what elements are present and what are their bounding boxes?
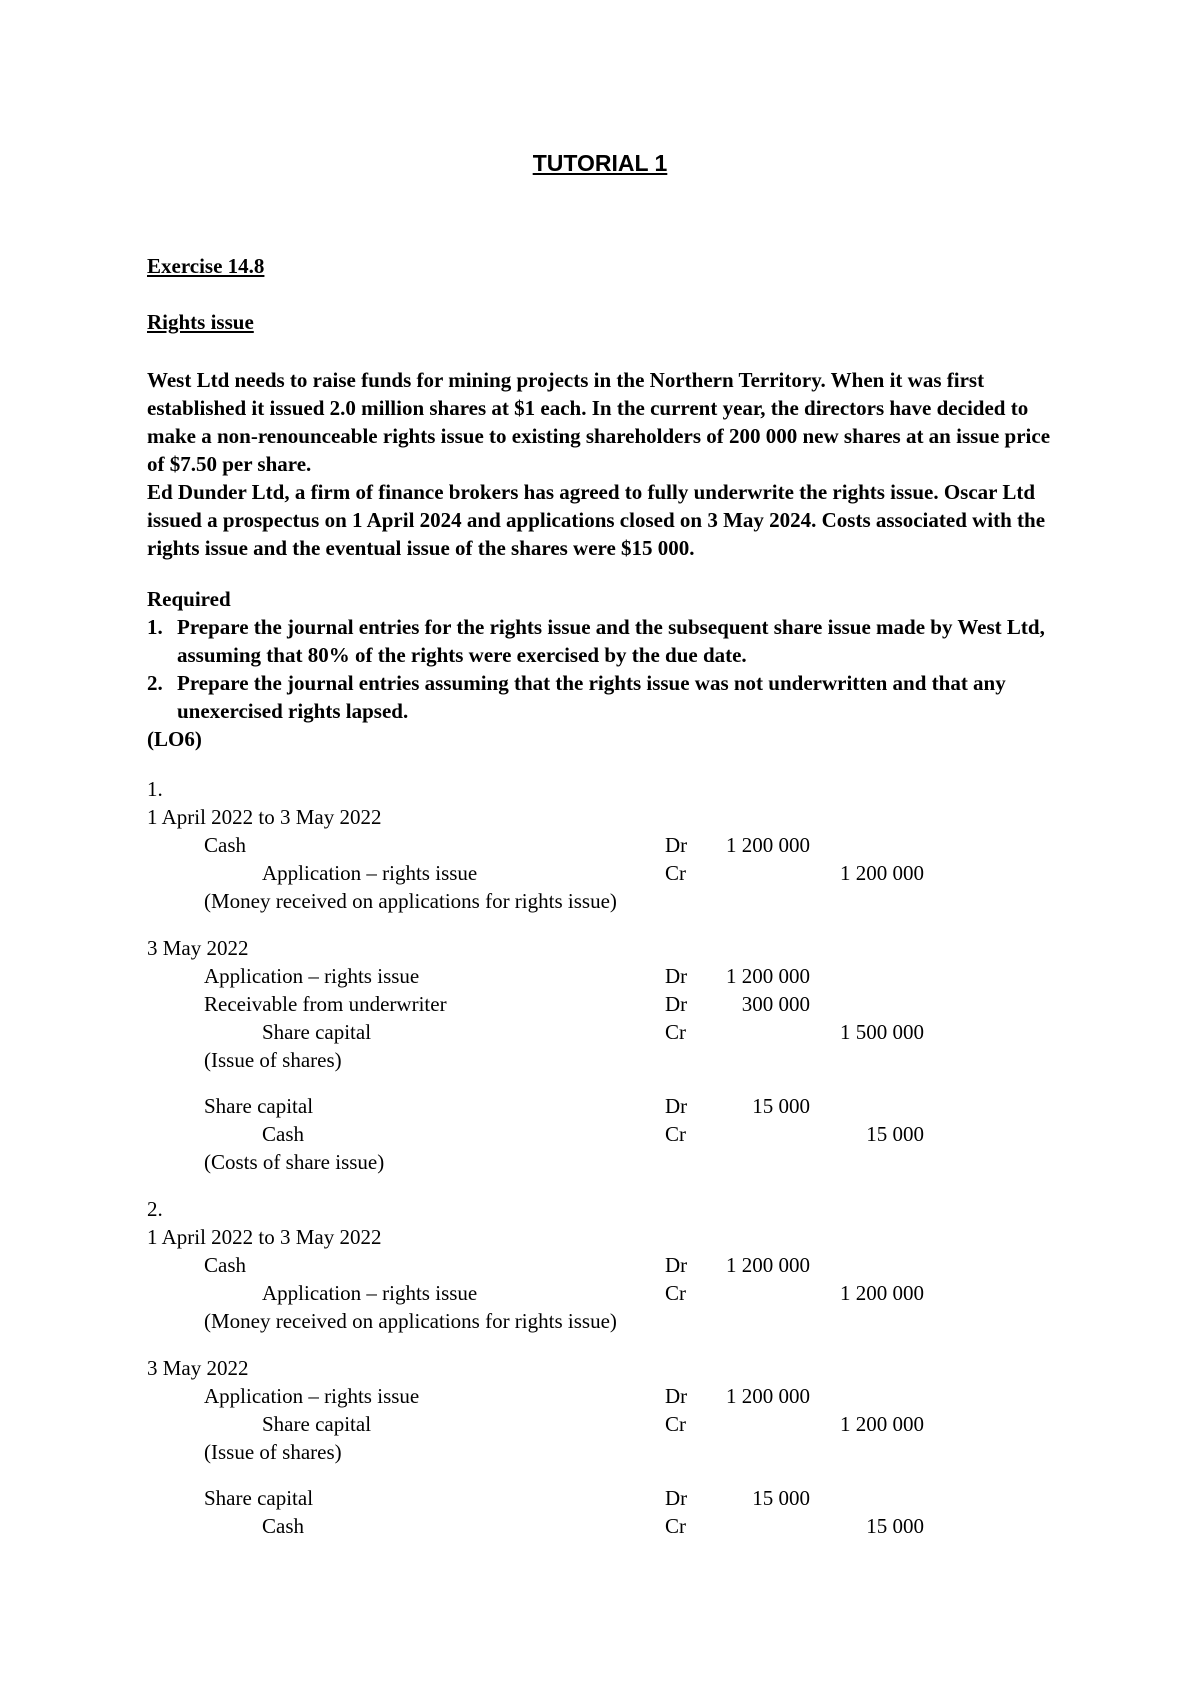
- narration: (Issue of shares): [204, 1440, 342, 1464]
- question-text: [147, 366, 1067, 562]
- cr-marker: Cr: [665, 861, 686, 885]
- credit-account: Application – rights issue: [262, 1281, 478, 1305]
- dr-marker: Dr: [665, 1094, 688, 1118]
- required-item: [147, 613, 1077, 669]
- entry-date: 1 April 2022 to 3 May 2022: [147, 1225, 382, 1249]
- required-item-number: 2.: [147, 671, 163, 695]
- question-paragraph: Ed Dunder Ltd, a firm of finance brokers has agreed to fully underwrite the rights issue. Oscar Ltd issued a prospectus on 1 April 2024 and applications closed on 3 May 2024. Costs associated with the rights issue and the eventual issue of the shares were $15 000.: [147, 480, 1046, 560]
- credit-account: Cash: [262, 1122, 304, 1146]
- cr-marker: Cr: [665, 1514, 686, 1538]
- dr-marker: Dr: [665, 1384, 688, 1408]
- required-section: [147, 585, 1077, 753]
- narration: (Money received on applications for rights issue): [204, 889, 617, 913]
- learning-outcome: (LO6): [147, 727, 202, 751]
- debit-amount: 300 000: [741, 992, 810, 1016]
- credit-account: Share capital: [262, 1020, 372, 1044]
- required-item-number: 1.: [147, 615, 163, 639]
- entry-date: 3 May 2022: [147, 936, 249, 960]
- cr-marker: Cr: [665, 1412, 686, 1436]
- required-label: Required: [147, 587, 231, 611]
- dr-marker: Dr: [665, 1253, 688, 1277]
- credit-amount: 15 000: [866, 1514, 924, 1538]
- credit-account: Share capital: [262, 1412, 372, 1436]
- required-item: [147, 669, 1077, 725]
- dr-marker: Dr: [665, 833, 688, 857]
- debit-amount: 15 000: [752, 1486, 810, 1510]
- narration: (Issue of shares): [204, 1048, 342, 1072]
- question-paragraph: West Ltd needs to raise funds for mining projects in the Northern Territory. When it was first established it issued 2.0 million shares at $1 each. In the current year, the directors have decided to make a non-renounceable rights issue to existing shareholders of 200 000 new shares at an issue price of $7.50 per share.: [147, 368, 1051, 476]
- credit-amount: 1 200 000: [840, 1281, 924, 1305]
- debit-account: Application – rights issue: [204, 964, 420, 988]
- debit-account: Receivable from underwriter: [204, 992, 447, 1016]
- page-title: TUTORIAL 1: [532, 150, 668, 176]
- dr-marker: Dr: [665, 964, 688, 988]
- cr-marker: Cr: [665, 1020, 686, 1044]
- credit-amount: 1 200 000: [840, 861, 924, 885]
- entry-date: 1 April 2022 to 3 May 2022: [147, 805, 382, 829]
- solution-number: 1.: [147, 777, 163, 801]
- credit-amount: 15 000: [866, 1122, 924, 1146]
- entry-date: 3 May 2022: [147, 1356, 249, 1380]
- credit-account: Application – rights issue: [262, 861, 478, 885]
- dr-marker: Dr: [665, 1486, 688, 1510]
- debit-account: Share capital: [204, 1094, 314, 1118]
- credit-amount: 1 500 000: [840, 1020, 924, 1044]
- narration: (Money received on applications for rights issue): [204, 1309, 617, 1333]
- credit-amount: 1 200 000: [840, 1412, 924, 1436]
- debit-amount: 15 000: [752, 1094, 810, 1118]
- credit-account: Cash: [262, 1514, 304, 1538]
- debit-amount: 1 200 000: [726, 833, 810, 857]
- cr-marker: Cr: [665, 1281, 686, 1305]
- cr-marker: Cr: [665, 1122, 686, 1146]
- required-item-text: Prepare the journal entries assuming that the rights issue was not underwritten and that any unexercised rights lapsed.: [177, 671, 1006, 723]
- debit-amount: 1 200 000: [726, 1384, 810, 1408]
- dr-marker: Dr: [665, 992, 688, 1016]
- solution-number: 2.: [147, 1197, 163, 1221]
- debit-account: Cash: [204, 833, 246, 857]
- debit-account: Application – rights issue: [204, 1384, 420, 1408]
- debit-amount: 1 200 000: [726, 964, 810, 988]
- required-item-text: Prepare the journal entries for the rights issue and the subsequent share issue made by West Ltd, assuming that 80% of the rights were exercised by the due date.: [177, 615, 1045, 667]
- narration: (Costs of share issue): [204, 1150, 385, 1174]
- topic-heading: Rights issue: [147, 310, 254, 334]
- exercise-heading: Exercise 14.8: [147, 254, 265, 278]
- debit-amount: 1 200 000: [726, 1253, 810, 1277]
- debit-account: Share capital: [204, 1486, 314, 1510]
- debit-account: Cash: [204, 1253, 246, 1277]
